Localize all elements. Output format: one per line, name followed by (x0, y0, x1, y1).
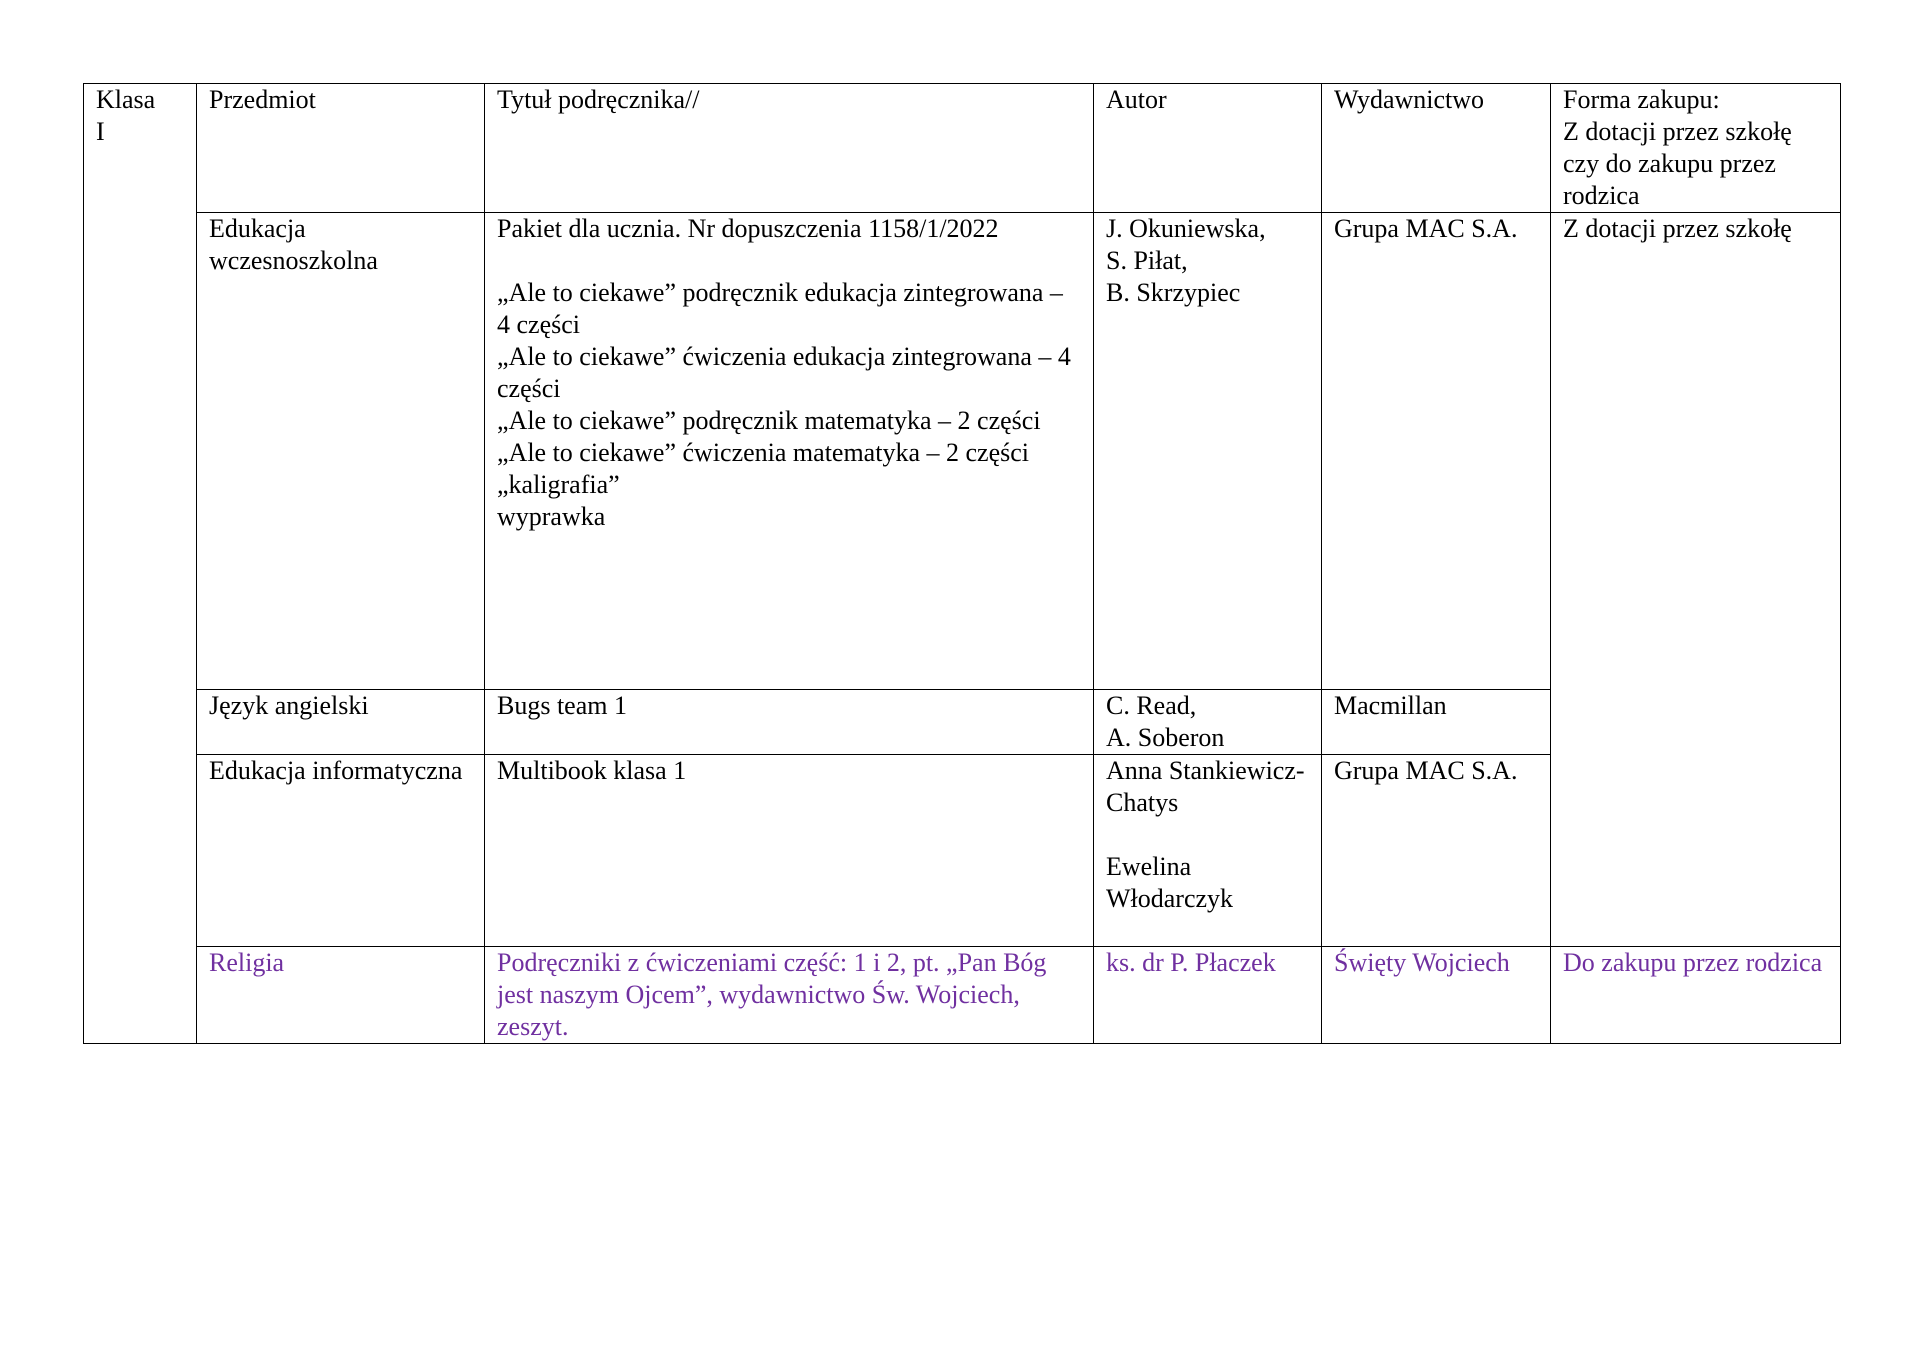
subject-cell: Religia (197, 947, 485, 1044)
grade-cell (84, 84, 197, 1044)
title-cell: Podręczniki z ćwiczeniami część: 1 i 2, pt. „Pan Bóg jest naszym Ojcem”, wydawnictwo Św. Wojciech, zeszyt. (485, 947, 1094, 1044)
publisher-cell: Grupa MAC S.A. (1322, 755, 1551, 947)
subject-cell: Edukacja informatyczna (197, 755, 485, 947)
header-author: Autor (1094, 84, 1322, 213)
header-subject: Przedmiot (197, 84, 485, 213)
author-cell: ks. dr P. Płaczek (1094, 947, 1322, 1044)
table-row (84, 213, 1841, 690)
grade-label: Klasa (96, 85, 156, 114)
header-title: Tytuł podręcznika// (485, 84, 1094, 213)
subject-cell: Edukacja wczesnoszkolna (197, 213, 485, 690)
publisher-cell: Grupa MAC S.A. (1322, 213, 1551, 690)
author-cell: C. Read, A. Soberon (1094, 690, 1322, 755)
header-publisher: Wydawnictwo (1322, 84, 1551, 213)
purchase-cell: Do zakupu przez rodzica (1551, 947, 1841, 1044)
title-cell: Bugs team 1 (485, 690, 1094, 755)
publisher-cell: Macmillan (1322, 690, 1551, 755)
purchase-cell: Z dotacji przez szkołę (1551, 213, 1841, 947)
textbook-table (83, 83, 1841, 1044)
table-row (84, 947, 1841, 1044)
header-purchase-form: Forma zakupu: Z dotacji przez szkołę czy do zakupu przez rodzica (1551, 84, 1841, 213)
publisher-cell: Święty Wojciech (1322, 947, 1551, 1044)
author-cell: J. Okuniewska, S. Piłat, B. Skrzypiec (1094, 213, 1322, 690)
title-cell: Multibook klasa 1 (485, 755, 1094, 947)
grade-value: I (96, 117, 105, 146)
header-row (84, 84, 1841, 213)
title-cell: Pakiet dla ucznia. Nr dopuszczenia 1158/1/2022 „Ale to ciekawe” podręcznik edukacja zintegrowana – 4 części „Ale to ciekawe” ćwiczenia edukacja zintegrowana – 4 części „Ale to ciekawe” podręcznik matematyka – 2 części „Ale to ciekawe” ćwiczenia matematyka – 2 części „kaligrafia” wyprawka (485, 213, 1094, 690)
subject-cell: Język angielski (197, 690, 485, 755)
author-cell: Anna Stankiewicz-Chatys Ewelina Włodarczyk (1094, 755, 1322, 947)
